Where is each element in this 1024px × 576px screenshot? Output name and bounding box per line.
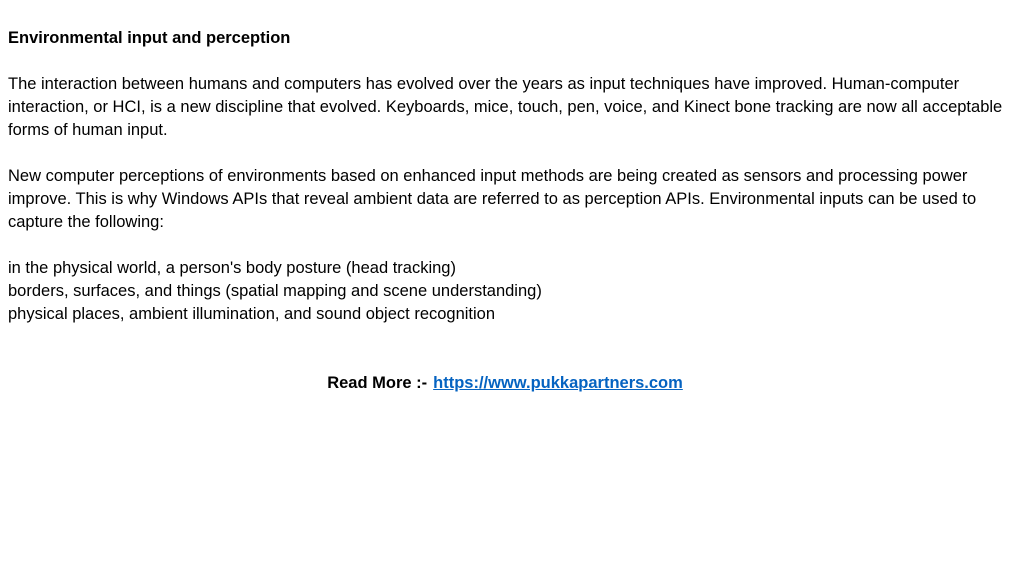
read-more-link[interactable]: https://www.pukkapartners.com: [433, 374, 683, 392]
list-item: borders, surfaces, and things (spatial mapping and scene understanding): [8, 282, 542, 300]
capture-list: [8, 257, 1008, 326]
read-more-label: Read More :-: [327, 374, 428, 392]
page-title: Environmental input and perception: [8, 29, 291, 47]
list-item: in the physical world, a person's body posture (head tracking): [8, 259, 456, 277]
read-more-line: [0, 372, 1010, 395]
article-body: [8, 27, 1008, 349]
paragraph-intro: The interaction between humans and computers has evolved over the years as input techniques have improved. Human-computer interaction, or HCI, is a new discipline that evolved. Keyboards, mice, touch, pen, voice, and Kinect bone tracking are now all acceptable forms of human input.: [8, 75, 1003, 139]
paragraph-perception: New computer perceptions of environments based on enhanced input methods are being created as sensors and processing power improve. This is why Windows APIs that reveal ambient data are referred to as perception APIs. Environmental inputs can be used to capture the following:: [8, 167, 977, 231]
list-item: physical places, ambient illumination, and sound object recognition: [8, 305, 496, 323]
